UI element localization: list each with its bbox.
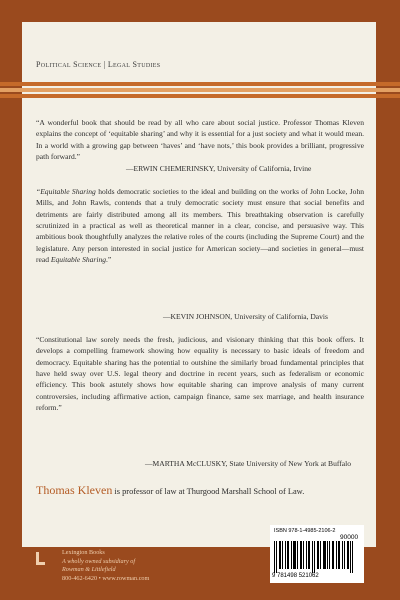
- publisher-logo-icon: [36, 552, 46, 566]
- blurb-2-tail-italic: Equitable Sharing: [50, 255, 107, 265]
- barcode-digits: 9 781498 521062: [272, 573, 319, 579]
- publisher-name: Lexington Books: [62, 549, 105, 556]
- category-label: Political Science | Legal Studies: [36, 60, 161, 69]
- publisher-line-2: A wholly owned subsidiary of: [62, 557, 136, 565]
- blurb-3: [36, 334, 364, 413]
- stripe-light-top: [0, 88, 400, 92]
- blurb-2: [36, 186, 364, 265]
- price-code: 90000: [340, 534, 359, 541]
- publisher-contact: 800-462-6420 • www.rowman.com: [62, 574, 150, 582]
- isbn-text: ISBN 978-1-4985-2106-2: [274, 528, 336, 534]
- author-bio: [36, 483, 304, 498]
- stripe-dark-top: [0, 82, 400, 86]
- blurb-3-text: “Constitutional law sorely needs the fresh, judicious, and visionary thinking that this book offers. It develops a compelling framework showing how equality is necessary to basic ideals of freedom and democracy. Equitable sharing has the potential to outshine the similarly broad fundamental principles that have held sway over U.S. legal theory and doctrine in recent years, such as federalism or economic efficiency. This book astutely shows how equitable sharing can improve analysis of many current controversies, including affirmative action, campaign finance, same sex marriage, and health insurance reform.”: [36, 335, 364, 413]
- author-name: Thomas Kleven: [36, 483, 113, 497]
- blurb-3-attribution: —MARTHA McCLUSKY, State University of New York at Buffalo: [145, 459, 351, 468]
- blurb-2-attribution: —KEVIN JOHNSON, University of California, Davis: [163, 312, 328, 321]
- isbn-barcode: [270, 525, 364, 583]
- blurb-2-lead: “Equitable Sharing: [36, 187, 96, 196]
- barcode-bars: [274, 541, 360, 573]
- publisher-block: [62, 549, 149, 583]
- author-bio-text: is professor of law at Thurgood Marshall School of Law.: [112, 487, 305, 496]
- blurb-1-attribution: —ERWIN CHEMERINSKY, University of California, Irvine: [126, 164, 312, 173]
- blurb-1: [36, 117, 364, 162]
- stripe-dark-bottom: [0, 94, 400, 98]
- publisher-line-3: Rowman & Littlefield: [62, 566, 116, 574]
- back-cover-panel: [22, 22, 376, 547]
- blurb-1-text: “A wonderful book that should be read by all who care about social justice. Professor Thomas Kleven explains the concept of ‘equitable sharing’ and why it is essential for a just society and what it would mean. In a world with a growing gap between ‘haves’ and ‘have nots,’ this book provides a brilliant, progressive path forward.”: [36, 118, 364, 162]
- blurb-2-tail: .”: [106, 255, 112, 265]
- blurb-2-text: holds democratic societies to the ideal and building on the works of John Locke, John Mills, and John Rawls, contends that a truly democratic society must ensure that social benefits and detriments are fairly distributed among all its members. This breathtaking observation is carefully scrutinized in a practical as well as theoretical manner in a clear, concise, and persuasive way. This ambitious book thoughtfully analyzes the relative roles of the courts (including the Supreme Court) and the legislature. Any person interested in social justice for American society—and societies in general—must read: [36, 187, 364, 265]
